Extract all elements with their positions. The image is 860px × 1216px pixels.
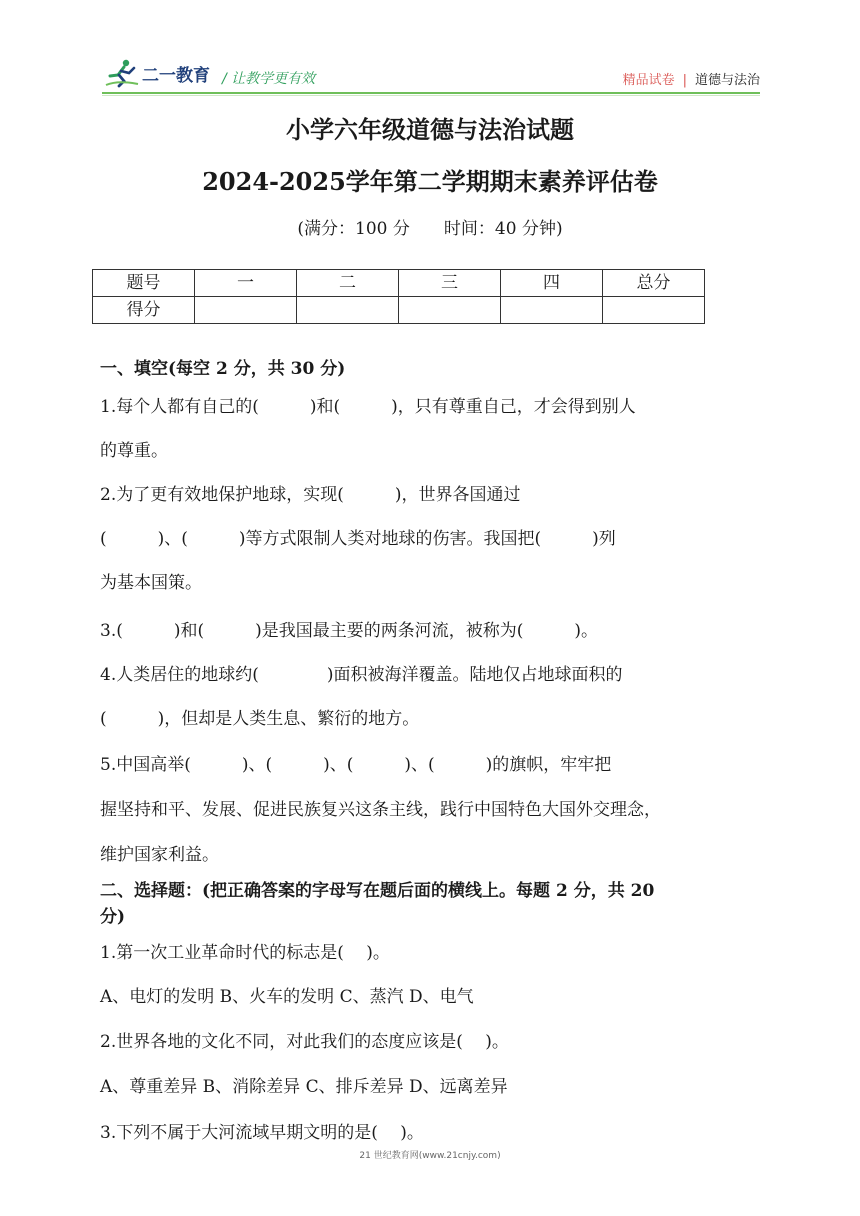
logo	[104, 58, 214, 88]
page-header	[0, 0, 860, 100]
runner-logo-icon	[104, 58, 140, 88]
option-line: A、电灯的发明 B、火车的发明 C、蒸汽 D、电气	[100, 987, 474, 1007]
question-line: 3.( )和( )是我国最主要的两条河流，被称为( )。	[100, 621, 599, 641]
header-subject: 道德与法治	[694, 73, 760, 88]
question-line: 3.下列不属于大河流域早期文明的是( )。	[100, 1123, 424, 1143]
brand-name: 二一教育	[142, 66, 210, 86]
question-line: 4.人类居住的地球约( )面积被海洋覆盖。陆地仅占地球面积的	[100, 665, 623, 685]
question-line: 5.中国高举( )、( )、( )、( )的旗帜，牢牢把	[100, 755, 612, 775]
table-cell: 一	[195, 270, 297, 297]
table-row	[93, 297, 705, 324]
header-tag: 精品试卷	[622, 73, 675, 88]
question-line: 的尊重。	[100, 441, 168, 461]
section-heading-cont: 分)	[100, 907, 126, 927]
section-heading: 二、选择题：(把正确答案的字母写在题后面的横线上。每题 2 分，共 20	[100, 881, 655, 901]
score-table	[92, 269, 705, 324]
question-line: 维护国家利益。	[100, 845, 219, 865]
question-line: 2.为了更有效地保护地球，实现( )，世界各国通过	[100, 485, 521, 505]
score-input-cell	[603, 297, 705, 324]
header-divider	[102, 92, 760, 94]
page-subtitle: 2024-2025学年第二学期期末素养评估卷	[202, 167, 658, 196]
table-row	[93, 270, 705, 297]
table-cell: 四	[501, 270, 603, 297]
table-cell: 题号	[93, 270, 195, 297]
page-title: 小学六年级道德与法治试题	[286, 115, 574, 144]
question-line: 1.第一次工业革命时代的标志是( )。	[100, 943, 390, 963]
table-cell: 三	[399, 270, 501, 297]
score-input-cell	[195, 297, 297, 324]
table-cell: 得分	[93, 297, 195, 324]
score-input-cell	[399, 297, 501, 324]
table-cell: 二	[297, 270, 399, 297]
question-line: 2.世界各地的文化不同，对此我们的态度应该是( )。	[100, 1032, 509, 1052]
option-line: A、尊重差异 B、消除差异 C、排斥差异 D、远离差异	[100, 1077, 508, 1097]
question-line: 1.每个人都有自己的( )和( )，只有尊重自己，才会得到别人	[100, 397, 636, 417]
question-line: ( )、( )等方式限制人类对地球的伤害。我国把( )列	[100, 529, 616, 549]
score-input-cell	[297, 297, 399, 324]
table-cell: 总分	[603, 270, 705, 297]
header-separator: |	[682, 73, 687, 88]
section-heading: 一、填空(每空 2 分，共 30 分)	[100, 359, 346, 379]
question-line: 为基本国策。	[100, 573, 202, 593]
question-line: ( )，但却是人类生息、繁衍的地方。	[100, 709, 420, 729]
page-footer: 21 世纪教育网(www.21cnjy.com)	[359, 1151, 501, 1161]
slogan: / 让教学更有效	[222, 71, 316, 87]
header-right	[623, 69, 760, 88]
exam-info: (满分：100 分 时间：40 分钟)	[297, 219, 563, 239]
question-line: 握坚持和平、发展、促进民族复兴这条主线，践行中国特色大国外交理念，	[100, 800, 661, 820]
header-divider-shadow	[102, 95, 760, 96]
score-input-cell	[501, 297, 603, 324]
